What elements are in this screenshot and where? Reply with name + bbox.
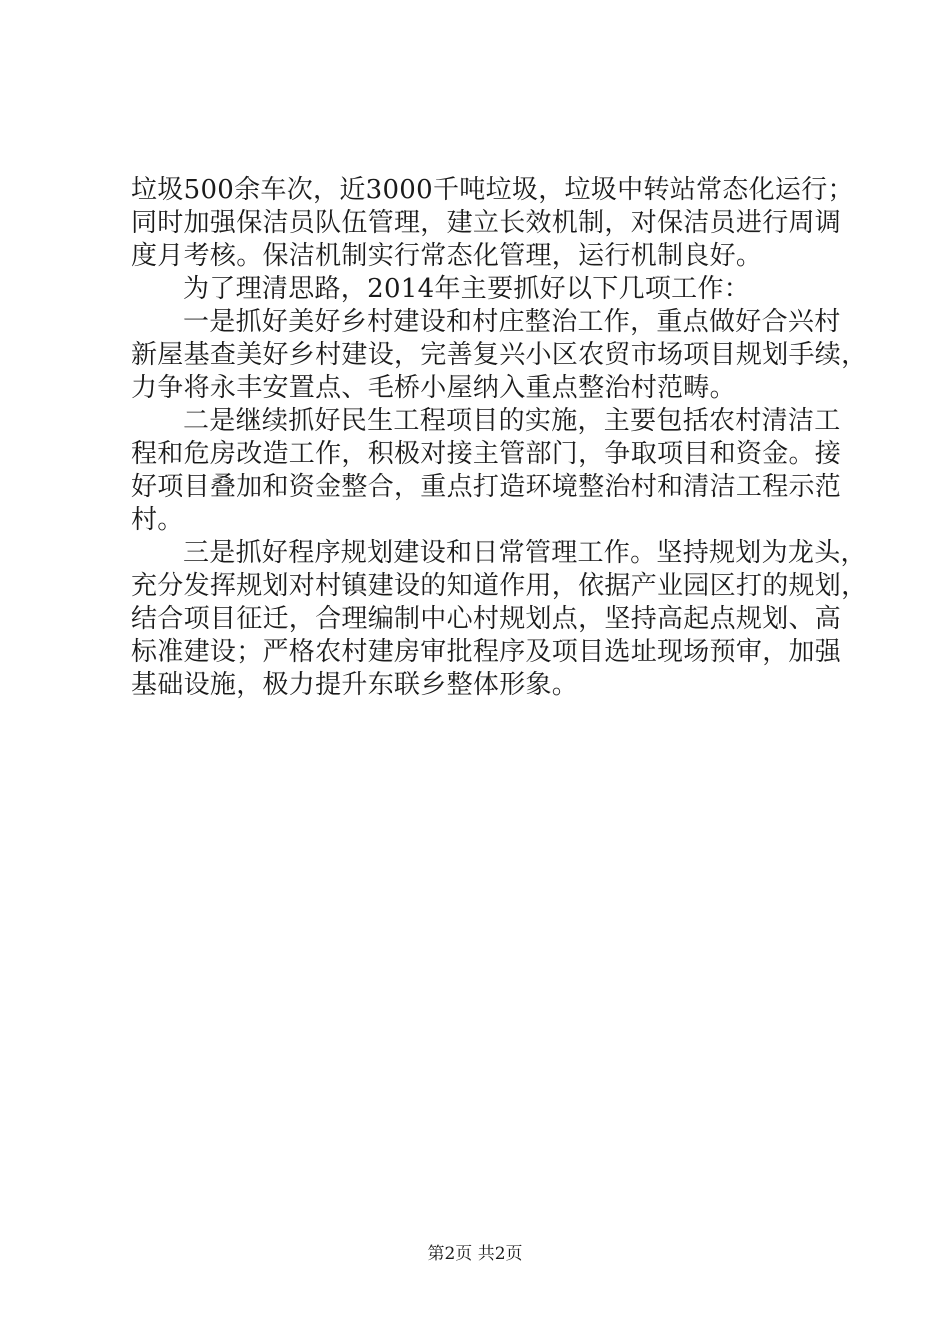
text-line: 二是继续抓好民生工程项目的实施，主要包括农村清洁工 bbox=[183, 406, 841, 436]
text-line: 一是抓好美好乡村建设和村庄整治工作，重点做好合兴村 bbox=[183, 307, 841, 337]
text-line: 充分发挥规划对村镇建设的知道作用，依据产业园区打的规划， bbox=[131, 571, 868, 601]
paragraph-continued-sanitation bbox=[131, 174, 854, 273]
text-line: 村。 bbox=[131, 505, 184, 535]
page-number-footer: 第2页 共2页 bbox=[427, 1244, 523, 1264]
paragraph-item-one bbox=[131, 306, 868, 405]
text-line: 程和危房改造工作，积极对接主管部门，争取项目和资金。接 bbox=[131, 439, 842, 469]
text-line: 垃圾500余车次，近3000千吨垃圾，垃圾中转站常态化运行； bbox=[131, 175, 854, 205]
document-body bbox=[131, 174, 868, 702]
paragraph-item-two bbox=[131, 405, 842, 537]
paragraph-item-three bbox=[131, 537, 868, 702]
text-line: 为了理清思路，2014年主要抓好以下几项工作： bbox=[183, 274, 751, 304]
text-line: 同时加强保洁员队伍管理，建立长效机制，对保洁员进行周调 bbox=[131, 208, 842, 238]
text-line: 新屋基查美好乡村建设，完善复兴小区农贸市场项目规划手续， bbox=[131, 340, 868, 370]
text-line: 标准建设；严格农村建房审批程序及项目选址现场预审，加强 bbox=[131, 637, 842, 667]
text-line: 结合项目征迁，合理编制中心村规划点，坚持高起点规划、高 bbox=[131, 604, 842, 634]
text-line: 基础设施，极力提升东联乡整体形象。 bbox=[131, 670, 579, 700]
text-line: 好项目叠加和资金整合，重点打造环境整治村和清洁工程示范 bbox=[131, 472, 842, 502]
paragraph-work-plan-intro bbox=[131, 273, 831, 306]
text-line: 度月考核。保洁机制实行常态化管理，运行机制良好。 bbox=[131, 241, 763, 271]
text-line: 三是抓好程序规划建设和日常管理工作。坚持规划为龙头， bbox=[183, 538, 867, 568]
text-line: 力争将永丰安置点、毛桥小屋纳入重点整治村范畴。 bbox=[131, 373, 736, 403]
